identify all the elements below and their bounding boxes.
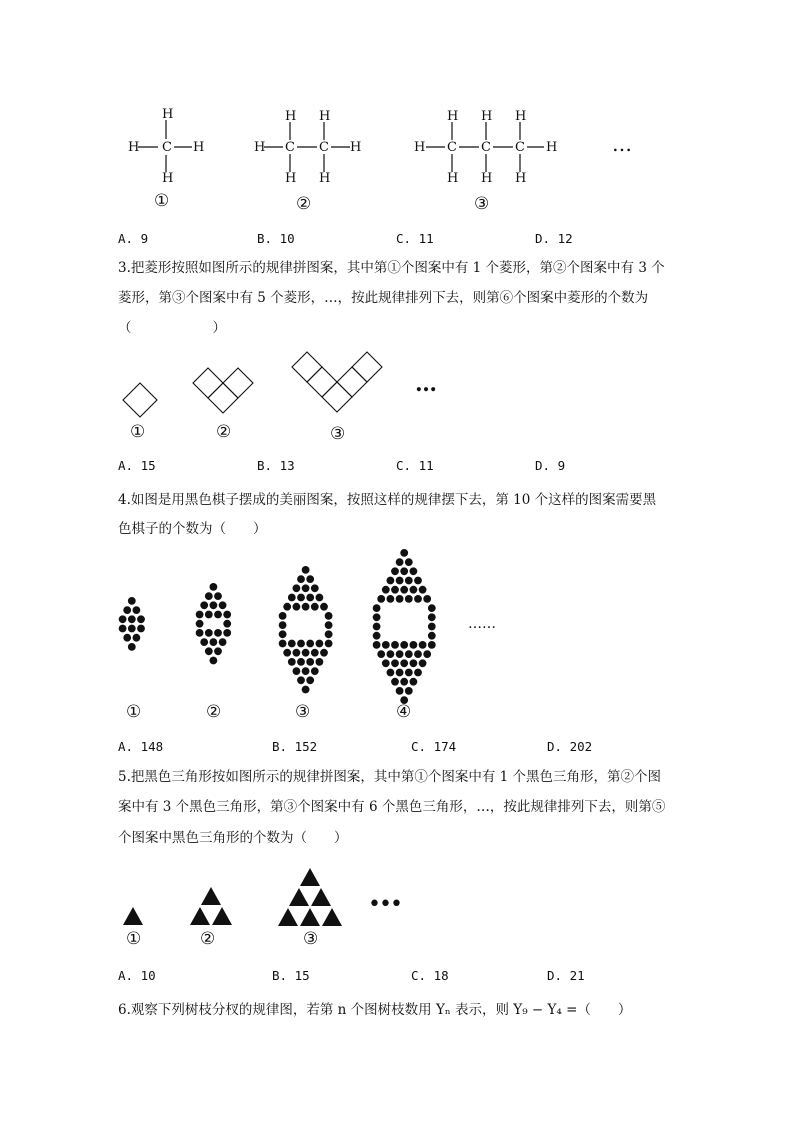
option-a[interactable]: A. 15 xyxy=(118,458,156,473)
chess-piece xyxy=(200,638,208,646)
chess-piece xyxy=(311,667,319,675)
chess-piece xyxy=(396,577,404,585)
question-4-line-2: 色棋子的个数为（ ） xyxy=(118,521,267,537)
chess-pattern-2 xyxy=(193,582,234,669)
figure-label-4: ④ xyxy=(396,702,412,722)
chess-piece xyxy=(306,594,314,602)
atom-h: H xyxy=(515,171,527,186)
atom-h: H xyxy=(447,171,459,186)
option-b[interactable]: B. 10 xyxy=(257,231,295,246)
chess-piece xyxy=(414,669,422,677)
chess-piece xyxy=(391,567,399,575)
chess-piece xyxy=(123,606,131,614)
option-b[interactable]: B. 152 xyxy=(272,739,318,754)
chess-piece xyxy=(205,592,213,600)
chess-piece xyxy=(306,658,314,666)
chess-piece xyxy=(325,640,333,648)
chess-piece xyxy=(293,649,301,657)
chess-piece xyxy=(210,638,218,646)
chess-piece xyxy=(400,549,408,557)
option-c[interactable]: C. 11 xyxy=(396,458,434,473)
chess-piece xyxy=(302,649,310,657)
chess-piece xyxy=(297,640,305,648)
question-3-line-2: 菱形，第③个图案中有 5 个菱形，…，按此规律排列下去，则第⑥个图案中菱形的个数为 xyxy=(118,290,649,306)
option-c[interactable]: C. 18 xyxy=(411,968,449,983)
chess-piece xyxy=(373,604,381,612)
chess-piece xyxy=(405,595,413,603)
chess-piece xyxy=(428,613,436,621)
chess-piece xyxy=(316,658,324,666)
atom-h: H xyxy=(162,171,174,186)
triangle-figure-2 xyxy=(184,884,244,929)
chess-piece xyxy=(400,641,408,649)
chess-piece xyxy=(196,620,204,628)
chess-piece xyxy=(288,594,296,602)
chess-piece xyxy=(210,583,218,591)
option-d[interactable]: D. 9 xyxy=(535,458,566,473)
chess-piece xyxy=(302,686,310,694)
atom-h: H xyxy=(285,171,297,186)
chess-piece xyxy=(279,630,287,638)
chess-piece xyxy=(428,623,436,631)
chess-piece xyxy=(196,611,204,619)
chess-piece xyxy=(423,595,431,603)
chess-piece xyxy=(410,567,418,575)
figure-label-2: ② xyxy=(206,702,222,722)
chess-piece xyxy=(293,667,301,675)
chess-piece xyxy=(297,658,305,666)
chess-piece xyxy=(279,612,287,620)
chess-piece xyxy=(210,601,218,609)
chess-piece xyxy=(325,621,333,629)
chess-pattern-1 xyxy=(116,596,148,655)
chess-piece xyxy=(396,595,404,603)
chess-piece xyxy=(283,603,291,611)
ellipsis: …… xyxy=(468,616,496,632)
figure-label-3: ③ xyxy=(295,702,311,722)
question-4-line-1: 4.如图是用黑色棋子摆成的美丽图案，按照这样的规律摆下去，第 10 个这样的图案需要黑 xyxy=(118,492,657,508)
chess-piece xyxy=(405,650,413,658)
option-d[interactable]: D. 12 xyxy=(535,231,573,246)
chess-piece xyxy=(306,575,314,583)
chess-piece xyxy=(133,606,141,614)
chess-piece xyxy=(387,650,395,658)
atom-c: C xyxy=(319,140,329,155)
chess-piece xyxy=(214,611,222,619)
atom-h: H xyxy=(285,109,297,124)
chess-piece xyxy=(396,650,404,658)
chess-piece xyxy=(297,594,305,602)
triangle-figure-3 xyxy=(266,865,356,929)
question-5-line-2: 案中有 3 个黑色三角形，第③个图案中有 6 个黑色三角形，…，按此规律排列下去，则第⑤ xyxy=(118,799,666,815)
chess-piece xyxy=(128,625,136,633)
chess-piece xyxy=(302,566,310,574)
chess-piece xyxy=(391,678,399,686)
option-b[interactable]: B. 15 xyxy=(272,968,310,983)
chess-piece xyxy=(410,641,418,649)
chess-piece xyxy=(382,586,390,594)
option-a[interactable]: A. 10 xyxy=(118,968,156,983)
chess-piece xyxy=(214,592,222,600)
question-6-line-1: 6.观察下列树枝分杈的规律图，若第 n 个图树枝数用 Yₙ 表示，则 Y₉ − Y₄ =（ ） xyxy=(118,1002,632,1018)
chess-piece xyxy=(311,649,319,657)
rhombus-figure-1 xyxy=(122,382,162,422)
chess-piece xyxy=(214,647,222,655)
chess-piece xyxy=(205,629,213,637)
chess-piece xyxy=(316,640,324,648)
chess-piece xyxy=(400,567,408,575)
chess-piece xyxy=(325,630,333,638)
chess-piece xyxy=(414,650,422,658)
chess-piece xyxy=(382,659,390,667)
triangle-figure-1 xyxy=(121,905,151,930)
chess-piece xyxy=(387,577,395,585)
chess-piece xyxy=(377,650,385,658)
chess-piece xyxy=(410,678,418,686)
chess-piece xyxy=(311,603,319,611)
chess-piece xyxy=(373,623,381,631)
atom-h: H xyxy=(350,140,362,155)
chess-piece xyxy=(316,594,324,602)
figure-label-2: ② xyxy=(200,929,216,949)
chess-piece xyxy=(405,577,413,585)
chess-piece xyxy=(306,640,314,648)
chess-piece xyxy=(302,603,310,611)
chess-piece xyxy=(219,601,227,609)
chess-piece xyxy=(391,659,399,667)
atom-h: H xyxy=(193,140,205,155)
atom-h: H xyxy=(254,140,266,155)
atom-c: C xyxy=(162,140,172,155)
chess-piece xyxy=(377,595,385,603)
chess-piece xyxy=(223,629,231,637)
chess-piece xyxy=(128,643,136,651)
chess-piece xyxy=(320,603,328,611)
chess-piece xyxy=(302,667,310,675)
ellipsis: ••• xyxy=(368,892,401,917)
atom-h: H xyxy=(515,109,527,124)
chess-piece xyxy=(391,586,399,594)
chess-piece xyxy=(405,558,413,566)
chess-piece xyxy=(428,641,436,649)
chess-piece xyxy=(297,575,305,583)
chess-piece xyxy=(325,612,333,620)
option-c[interactable]: C. 11 xyxy=(396,231,434,246)
rhombus-figure-3 xyxy=(290,350,400,425)
atom-c: C xyxy=(447,140,457,155)
chess-piece xyxy=(320,649,328,657)
chess-piece xyxy=(396,669,404,677)
chess-piece xyxy=(419,641,427,649)
chess-piece xyxy=(137,625,145,633)
atom-h: H xyxy=(546,140,558,155)
chess-piece xyxy=(283,649,291,657)
chess-piece xyxy=(306,676,314,684)
ellipsis: … xyxy=(415,371,437,397)
figure-label-3: ③ xyxy=(303,929,319,949)
figure-label-1: ① xyxy=(130,422,146,442)
rhombus-figure-2 xyxy=(190,366,260,426)
chess-piece xyxy=(373,632,381,640)
chess-piece xyxy=(128,615,136,623)
ellipsis: … xyxy=(612,132,633,156)
chess-piece xyxy=(396,558,404,566)
chess-piece xyxy=(405,669,413,677)
option-c[interactable]: C. 174 xyxy=(411,739,457,754)
question-5-line-1: 5.把黑色三角形按如图所示的规律拼图案，其中第①个图案中有 1 个黑色三角形，第②个图 xyxy=(118,769,662,785)
question-3-line-3: （ ） xyxy=(118,320,226,336)
figure-label-2: ② xyxy=(296,194,312,214)
chess-piece xyxy=(419,659,427,667)
chess-piece xyxy=(400,586,408,594)
chess-pattern-4 xyxy=(370,548,438,708)
option-a[interactable]: A. 9 xyxy=(118,231,149,246)
atom-h: H xyxy=(414,140,426,155)
chess-piece xyxy=(311,584,319,592)
chess-piece xyxy=(414,577,422,585)
chess-piece xyxy=(200,601,208,609)
chess-piece xyxy=(297,676,305,684)
chess-piece xyxy=(428,604,436,612)
chess-piece xyxy=(423,650,431,658)
chess-piece xyxy=(410,586,418,594)
atom-h: H xyxy=(447,109,459,124)
chess-piece xyxy=(400,678,408,686)
chess-piece xyxy=(214,629,222,637)
chess-piece xyxy=(414,595,422,603)
question-3-line-1: 3.把菱形按照如图所示的规律拼图案，其中第①个图案中有 1 个菱形，第②个图案中有 3 个 xyxy=(118,260,665,276)
chess-piece xyxy=(419,586,427,594)
chess-piece xyxy=(133,634,141,642)
chess-piece xyxy=(196,629,204,637)
option-d[interactable]: D. 21 xyxy=(547,968,585,983)
chess-piece xyxy=(119,615,127,623)
chess-piece xyxy=(382,641,390,649)
question-5-line-3: 个图案中黑色三角形的个数为（ ） xyxy=(118,830,348,846)
chess-piece xyxy=(288,640,296,648)
chess-piece xyxy=(293,584,301,592)
chess-piece xyxy=(137,615,145,623)
chess-piece xyxy=(373,641,381,649)
chess-piece xyxy=(400,659,408,667)
atom-c: C xyxy=(481,140,491,155)
chess-piece xyxy=(205,647,213,655)
chess-piece xyxy=(223,611,231,619)
figure-label-1: ① xyxy=(126,929,142,949)
option-b[interactable]: B. 13 xyxy=(257,458,295,473)
atom-h: H xyxy=(162,107,174,122)
chess-piece xyxy=(128,597,136,605)
chess-piece xyxy=(391,641,399,649)
chess-piece xyxy=(387,669,395,677)
atom-h: H xyxy=(319,109,331,124)
chess-piece xyxy=(396,687,404,695)
chess-piece xyxy=(123,634,131,642)
chess-piece xyxy=(210,657,218,665)
chess-piece xyxy=(223,620,231,628)
chess-piece xyxy=(205,611,213,619)
chess-piece xyxy=(428,632,436,640)
chess-piece xyxy=(219,638,227,646)
chess-piece xyxy=(410,659,418,667)
figure-label-1: ① xyxy=(154,191,170,211)
chess-piece xyxy=(119,625,127,633)
chess-pattern-3 xyxy=(276,565,335,698)
atom-h: H xyxy=(481,171,493,186)
chess-piece xyxy=(279,640,287,648)
chess-piece xyxy=(405,687,413,695)
figure-label-2: ② xyxy=(216,422,232,442)
option-a[interactable]: A. 148 xyxy=(118,739,164,754)
chess-piece xyxy=(279,621,287,629)
figure-label-3: ③ xyxy=(330,424,346,444)
atom-c: C xyxy=(515,140,525,155)
atom-c: C xyxy=(285,140,295,155)
chess-piece xyxy=(288,658,296,666)
chess-piece xyxy=(387,595,395,603)
option-d[interactable]: D. 202 xyxy=(547,739,593,754)
atom-h: H xyxy=(481,109,493,124)
chess-piece xyxy=(302,584,310,592)
figure-label-3: ③ xyxy=(474,194,490,214)
chess-piece xyxy=(293,603,301,611)
atom-h: H xyxy=(319,171,331,186)
chess-piece xyxy=(373,613,381,621)
atom-h: H xyxy=(128,140,140,155)
figure-label-1: ① xyxy=(126,702,142,722)
